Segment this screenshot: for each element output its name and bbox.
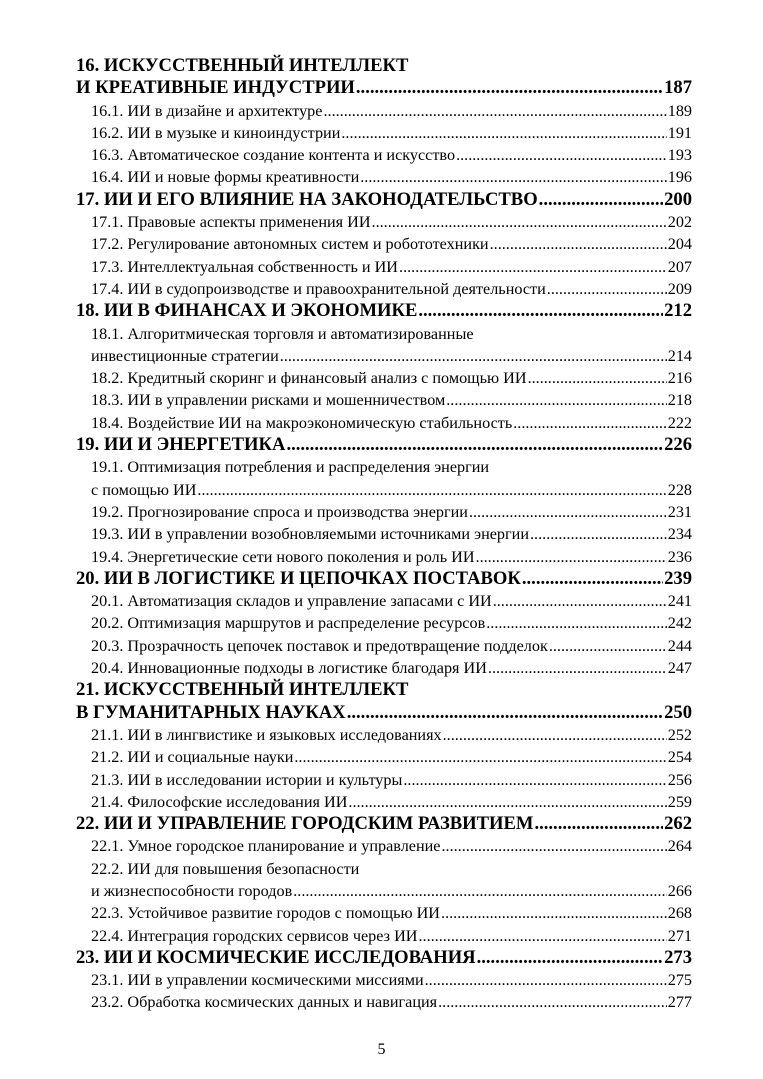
- entry-title: [76, 702, 346, 724]
- page-ref: 266: [667, 881, 692, 900]
- entry-row: [91, 880, 692, 902]
- entry-number: 19.2.: [91, 502, 124, 521]
- toc-section: [76, 546, 692, 568]
- entry-row: [91, 100, 692, 122]
- entry-number: 18.2.: [91, 369, 124, 388]
- page-ref: 262: [664, 813, 692, 835]
- entry-title: [91, 612, 485, 634]
- page-ref: 254: [667, 748, 692, 767]
- entry-title-text: ИИ в управлении возобновляемыми источниками энергии: [127, 525, 529, 544]
- toc-section: [76, 835, 692, 857]
- entry-title-text: ИИ И ЕГО ВЛИЯНИЕ НА ЗАКОНОДАТЕЛЬСТВО: [103, 188, 538, 210]
- toc-section: [76, 456, 692, 501]
- toc-chapter: [76, 568, 692, 590]
- entry-row: [91, 925, 692, 947]
- toc-section: [76, 412, 692, 434]
- toc-chapter: [76, 300, 692, 322]
- entry-title-text: Оптимизация маршрутов и распределение ресурсов: [127, 614, 486, 633]
- entry-first-line: [91, 323, 692, 345]
- entry-title: [91, 166, 359, 188]
- entry-number: 21.1.: [91, 725, 124, 744]
- page-ref: 273: [664, 946, 692, 968]
- dot-leader: [456, 144, 667, 166]
- toc-section: [76, 769, 692, 791]
- entry-title-text: ИИ в исследовании истории и культуры: [127, 770, 403, 789]
- toc-section: [76, 746, 692, 768]
- entry-row: [91, 791, 692, 813]
- page-number: 5: [377, 1041, 386, 1058]
- entry-title-text: Автоматизация складов и управление запасами с ИИ: [127, 592, 492, 611]
- entry-title: [91, 590, 492, 612]
- dot-leader: [323, 100, 666, 122]
- dot-leader: [446, 389, 666, 411]
- entry-title: [91, 657, 487, 679]
- dot-leader: [513, 412, 667, 434]
- entry-title: [91, 724, 442, 746]
- entry-title-text: ИИ И УПРАВЛЕНИЕ ГОРОДСКИМ РАЗВИТИЕМ: [103, 813, 534, 835]
- page-ref: 256: [667, 770, 692, 789]
- dot-leader: [418, 925, 666, 947]
- page-ref: 241: [667, 592, 692, 611]
- entry-number: 20.4.: [91, 659, 124, 678]
- entry-first-line: [91, 858, 692, 880]
- entry-title: [91, 769, 402, 791]
- toc-chapter: [76, 189, 692, 211]
- toc-section: [76, 166, 692, 188]
- entry-title: [91, 835, 440, 857]
- entry-title-text: Умное городское планирование и управление: [127, 837, 441, 856]
- entry-number: 17.3.: [91, 257, 124, 276]
- entry-title: [91, 925, 417, 947]
- entry-row: [91, 635, 692, 657]
- entry-number: 17.2.: [91, 235, 124, 254]
- entry-title-text: Устойчивое развитие городов с помощью ИИ: [127, 904, 441, 923]
- entry-title-text: ИИ в музыке и киноиндустрии: [127, 123, 341, 142]
- entry-title-text: ИИ в лингвистике и языковых исследованиях: [127, 725, 442, 744]
- entry-title: [91, 389, 445, 411]
- entry-title: [91, 233, 489, 255]
- page-ref: 202: [667, 213, 692, 232]
- entry-number: 16.1.: [91, 101, 124, 120]
- entry-title-text: Обработка космических данных и навигация: [127, 993, 438, 1012]
- entry-title: [91, 367, 527, 389]
- page-ref: 196: [667, 168, 692, 187]
- dot-leader: [403, 769, 666, 791]
- entry-title: [76, 300, 417, 322]
- entry-title: [91, 791, 347, 813]
- page-ref: 226: [664, 434, 692, 456]
- entry-row: [91, 769, 692, 791]
- dot-leader: [418, 300, 663, 322]
- entry-title-line: ИСКУССТВЕННЫЙ ИНТЕЛЛЕКТ: [103, 55, 409, 76]
- dot-leader: [549, 635, 667, 657]
- entry-title-text: Регулирование автономных систем и робототехники: [127, 235, 489, 254]
- toc-section: [76, 724, 692, 746]
- page-ref: 239: [664, 567, 692, 589]
- dot-leader: [441, 902, 667, 924]
- toc-section: [76, 925, 692, 947]
- dot-leader: [356, 77, 663, 99]
- entry-row: [91, 969, 692, 991]
- entry-number: 18.3.: [91, 391, 124, 410]
- page-ref: 207: [667, 257, 692, 276]
- page-ref: 247: [667, 659, 692, 678]
- page-ref: 222: [667, 413, 692, 432]
- entry-row: [91, 612, 692, 634]
- entry-title-text: ИИ И КОСМИЧЕСКИЕ ИССЛЕДОВАНИЯ: [103, 946, 476, 968]
- entry-title-text: Энергетические сети нового поколения и роль ИИ: [127, 547, 475, 566]
- entry-row: [91, 367, 692, 389]
- page-ref: 214: [667, 346, 692, 365]
- entry-row: [91, 144, 692, 166]
- entry-number: 16.4.: [91, 168, 124, 187]
- dot-leader: [490, 233, 667, 255]
- dot-leader: [443, 724, 667, 746]
- dot-leader: [469, 501, 667, 523]
- page-ref: 268: [667, 904, 692, 923]
- entry-row: [91, 546, 692, 568]
- entry-title: [91, 100, 322, 122]
- entry-number: 18.4.: [91, 413, 124, 432]
- entry-row: [91, 122, 692, 144]
- entry-first-line: [76, 55, 692, 77]
- entry-row: [91, 211, 692, 233]
- page-ref: 209: [667, 279, 692, 298]
- entry-number: 22.1.: [91, 837, 124, 856]
- page-ref: 234: [667, 525, 692, 544]
- page-ref: 216: [667, 369, 692, 388]
- entry-number: 19.4.: [91, 547, 124, 566]
- entry-row: [91, 835, 692, 857]
- entry-row: [76, 813, 692, 835]
- entry-row: [91, 657, 692, 679]
- entry-title: [91, 969, 424, 991]
- entry-number: 21.2.: [91, 748, 124, 767]
- page-ref: 259: [667, 792, 692, 811]
- entry-title: [91, 345, 279, 367]
- entry-number: 22.4.: [91, 926, 124, 945]
- entry-number: 17.1.: [91, 213, 124, 232]
- entry-title: [76, 77, 355, 99]
- toc-section: [76, 791, 692, 813]
- entry-row: [76, 568, 692, 590]
- page-ref: 275: [667, 971, 692, 990]
- page-ref: 187: [664, 77, 692, 99]
- entry-number: 18.1.: [91, 324, 124, 343]
- toc-section: [76, 256, 692, 278]
- dot-leader: [477, 947, 664, 969]
- toc-section: [76, 100, 692, 122]
- entry-title-text: Воздействие ИИ на макроэкономическую стабильность: [127, 413, 513, 432]
- entry-title-text: ИИ в судопроизводстве и правоохранительной деятельности: [127, 279, 546, 298]
- dot-leader: [488, 657, 667, 679]
- dot-leader: [294, 746, 666, 768]
- entry-first-line: [76, 679, 692, 701]
- entry-number: 22.: [76, 813, 100, 835]
- entry-title: [91, 902, 440, 924]
- page-ref: 189: [667, 101, 692, 120]
- entry-number: 19.1.: [91, 458, 124, 477]
- entry-title: [76, 568, 521, 590]
- entry-title-text: И КРЕАТИВНЫЕ ИНДУСТРИИ: [76, 77, 355, 99]
- entry-title: [91, 278, 546, 300]
- page-ref: 271: [667, 926, 692, 945]
- entry-title: [91, 746, 293, 768]
- toc-section: [76, 612, 692, 634]
- entry-title-line: ИИ для повышения безопасности: [127, 859, 360, 878]
- dot-leader: [530, 523, 667, 545]
- toc-chapter: [76, 947, 692, 969]
- entry-title: [91, 479, 196, 501]
- page-ref: 264: [667, 837, 692, 856]
- dot-leader: [522, 568, 663, 590]
- entry-title: [91, 144, 455, 166]
- dot-leader: [347, 702, 663, 724]
- entry-row: [91, 523, 692, 545]
- toc-chapter: [76, 679, 692, 724]
- page-ref: 244: [667, 636, 692, 655]
- entry-title-text: Инновационные подходы в логистике благодаря ИИ: [127, 659, 487, 678]
- entry-row: [91, 389, 692, 411]
- entry-title: [91, 880, 292, 902]
- entry-number: 22.2.: [91, 859, 124, 878]
- entry-title: [76, 813, 533, 835]
- entry-title-text: инвестиционные стратегии: [91, 346, 279, 365]
- page-ref: 252: [667, 725, 692, 744]
- entry-row: [76, 702, 692, 724]
- entry-title-text: ИИ В ФИНАНСАХ И ЭКОНОМИКЕ: [103, 300, 418, 322]
- toc-section: [76, 590, 692, 612]
- entry-number: 23.: [76, 946, 100, 968]
- entry-number: 20.3.: [91, 636, 124, 655]
- entry-title-line: Алгоритмическая торговля и автоматизированные: [127, 324, 474, 343]
- toc-chapter: [76, 813, 692, 835]
- toc-section: [76, 323, 692, 368]
- toc-chapter: [76, 55, 692, 100]
- entry-number: 21.4.: [91, 792, 124, 811]
- toc-section: [76, 501, 692, 523]
- page-ref: 191: [667, 123, 692, 142]
- entry-title-text: Интеграция городских сервисов через ИИ: [127, 926, 418, 945]
- entry-title: [91, 211, 371, 233]
- entry-row: [91, 345, 692, 367]
- entry-title: [76, 434, 285, 456]
- dot-leader: [348, 791, 666, 813]
- toc-section: [76, 969, 692, 991]
- entry-title: [91, 523, 529, 545]
- entry-title-text: и жизнеспособности городов: [91, 881, 293, 900]
- entry-title: [91, 122, 340, 144]
- entry-number: 23.1.: [91, 971, 124, 990]
- entry-row: [91, 256, 692, 278]
- entry-title-text: ИИ И ЭНЕРГЕТИКА: [103, 434, 286, 456]
- entry-title-text: Интеллектуальная собственность и ИИ: [127, 257, 399, 276]
- entry-number: 16.: [76, 55, 100, 76]
- dot-leader: [438, 991, 667, 1013]
- entry-title-line: ИСКУССТВЕННЫЙ ИНТЕЛЛЕКТ: [103, 679, 409, 701]
- entry-number: 23.2.: [91, 993, 124, 1012]
- dot-leader: [341, 122, 666, 144]
- dot-leader: [425, 969, 667, 991]
- entry-row: [91, 278, 692, 300]
- table-of-contents: [76, 55, 692, 1014]
- entry-row: [91, 746, 692, 768]
- dot-leader: [486, 612, 667, 634]
- entry-title-text: Прогнозирование спроса и производства энергии: [127, 502, 468, 521]
- entry-number: 21.: [76, 679, 100, 701]
- toc-section: [76, 367, 692, 389]
- entry-title-text: Правовые аспекты применения ИИ: [127, 213, 371, 232]
- entry-row: [76, 434, 692, 456]
- dot-leader: [528, 367, 667, 389]
- entry-title: [91, 991, 437, 1013]
- entry-row: [91, 412, 692, 434]
- page-ref: 277: [667, 993, 692, 1012]
- page-ref: 228: [667, 480, 692, 499]
- toc-section: [76, 122, 692, 144]
- entry-row: [91, 166, 692, 188]
- entry-row: [76, 189, 692, 211]
- dot-leader: [372, 211, 667, 233]
- toc-section: [76, 389, 692, 411]
- toc-section: [76, 523, 692, 545]
- entry-number: 17.: [76, 188, 100, 210]
- page-ref: 200: [664, 188, 692, 210]
- dot-leader: [493, 590, 667, 612]
- dot-leader: [197, 479, 666, 501]
- entry-row: [76, 947, 692, 969]
- toc-section: [76, 233, 692, 255]
- dot-leader: [539, 189, 663, 211]
- toc-section: [76, 635, 692, 657]
- dot-leader: [293, 880, 667, 902]
- entry-row: [91, 590, 692, 612]
- entry-title-text: ИИ и новые формы креативности: [127, 168, 360, 187]
- entry-row: [91, 991, 692, 1013]
- entry-title: [91, 546, 475, 568]
- toc-section: [76, 991, 692, 1013]
- entry-number: 21.3.: [91, 770, 124, 789]
- entry-title: [76, 189, 538, 211]
- entry-row: [91, 724, 692, 746]
- page-ref: 212: [664, 300, 692, 322]
- page-ref: 218: [667, 391, 692, 410]
- toc-section: [76, 657, 692, 679]
- dot-leader: [476, 546, 667, 568]
- entry-title: [76, 947, 476, 969]
- entry-title-text: В ГУМАНИТАРНЫХ НАУКАХ: [76, 701, 346, 723]
- entry-number: 20.2.: [91, 614, 124, 633]
- entry-first-line: [91, 456, 692, 478]
- toc-section: [76, 858, 692, 903]
- entry-number: 19.3.: [91, 525, 124, 544]
- entry-row: [91, 233, 692, 255]
- dot-leader: [360, 166, 666, 188]
- toc-section: [76, 278, 692, 300]
- toc-section: [76, 144, 692, 166]
- entry-title-text: ИИ в дизайне и архитектуре: [127, 101, 323, 120]
- entry-title-text: Философские исследования ИИ: [127, 792, 348, 811]
- entry-title: [91, 501, 468, 523]
- entry-row: [91, 501, 692, 523]
- toc-section: [76, 211, 692, 233]
- page-ref: 204: [667, 235, 692, 254]
- entry-title: [91, 256, 398, 278]
- entry-row: [91, 902, 692, 924]
- entry-number: 20.: [76, 567, 100, 589]
- dot-leader: [399, 256, 667, 278]
- entry-title-text: Кредитный скоринг и финансовый анализ с помощью ИИ: [127, 369, 527, 388]
- entry-title-text: Автоматическое создание контента и искусство: [127, 146, 456, 165]
- entry-number: 22.3.: [91, 904, 124, 923]
- entry-number: 18.: [76, 300, 100, 322]
- dot-leader: [441, 835, 666, 857]
- entry-title: [91, 412, 512, 434]
- entry-title-text: ИИ В ЛОГИСТИКЕ И ЦЕПОЧКАХ ПОСТАВОК: [103, 567, 521, 589]
- dot-leader: [547, 278, 667, 300]
- entry-row: [91, 479, 692, 501]
- entry-title-text: Прозрачность цепочек поставок и предотвращение подделок: [127, 636, 548, 655]
- entry-title-line: Оптимизация потребления и распределения энергии: [127, 458, 490, 477]
- toc-chapter: [76, 434, 692, 456]
- entry-row: [76, 300, 692, 322]
- page-ref: 231: [667, 502, 692, 521]
- entry-title: [91, 635, 548, 657]
- entry-number: 17.4.: [91, 279, 124, 298]
- page-ref: 242: [667, 614, 692, 633]
- entry-title-text: ИИ и социальные науки: [127, 748, 294, 767]
- entry-number: 19.: [76, 434, 100, 456]
- entry-title-text: с помощью ИИ: [91, 480, 197, 499]
- entry-number: 20.1.: [91, 592, 124, 611]
- entry-number: 16.2.: [91, 123, 124, 142]
- page-ref: 193: [667, 146, 692, 165]
- entry-number: 16.3.: [91, 146, 124, 165]
- entry-title-text: ИИ в управлении рисками и мошенничеством: [127, 391, 446, 410]
- dot-leader: [534, 813, 663, 835]
- dot-leader: [286, 434, 663, 456]
- page-ref: 250: [664, 701, 692, 723]
- entry-title-text: ИИ в управлении космическими миссиями: [127, 971, 424, 990]
- toc-section: [76, 902, 692, 924]
- page-ref: 236: [667, 547, 692, 566]
- entry-row: [76, 77, 692, 99]
- dot-leader: [280, 345, 667, 367]
